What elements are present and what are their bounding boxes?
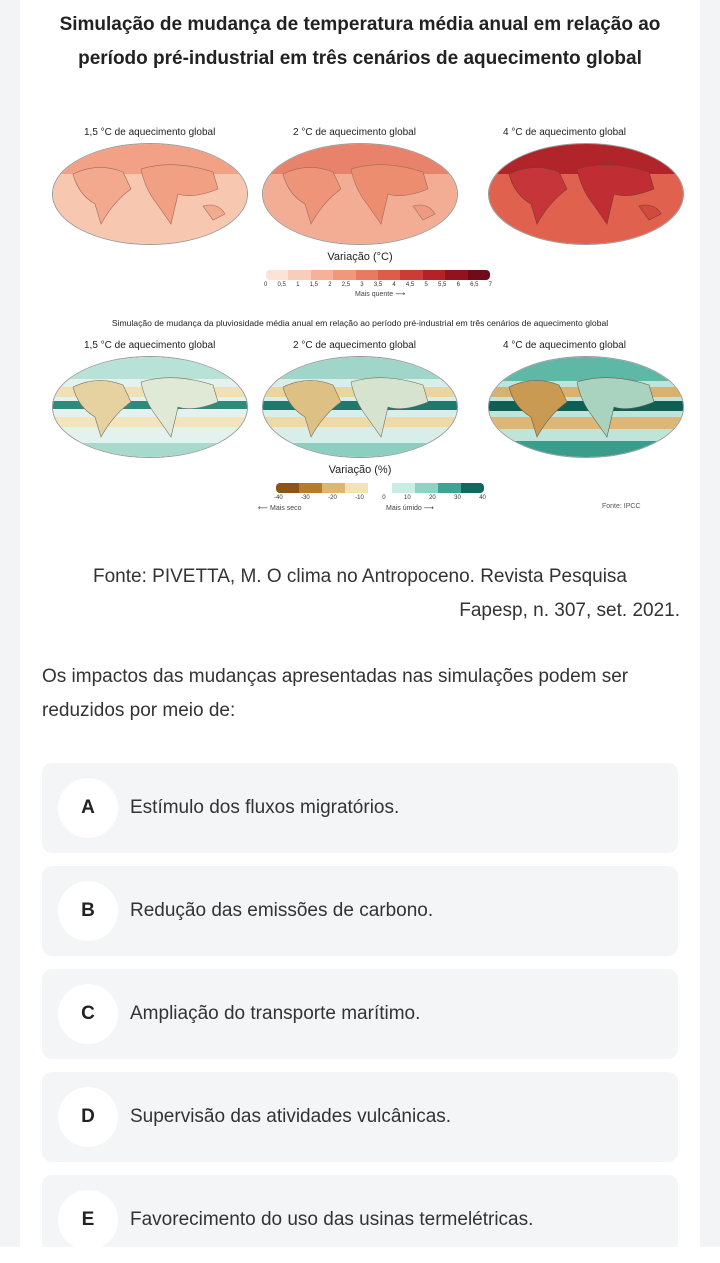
question-card	[20, 0, 700, 1247]
option-a[interactable]	[42, 763, 678, 853]
drier-note: ⟵ Mais seco	[258, 505, 302, 512]
precip-color-bar	[276, 483, 484, 493]
option-b-letter: B	[58, 881, 118, 941]
source-line-1: Fonte: PIVETTA, M. O clima no Antropoceno. Revista Pesquisa	[93, 566, 627, 587]
precip-scenario-label-3: 4 °C de aquecimento global	[503, 340, 626, 351]
option-d[interactable]	[42, 1072, 678, 1162]
climate-figure	[20, 0, 700, 535]
option-e-letter: E	[58, 1190, 118, 1247]
temp-scenario-label-3: 4 °C de aquecimento global	[503, 127, 626, 138]
option-b[interactable]	[42, 866, 678, 956]
figure-credit: Fonte: IPCC	[602, 503, 641, 510]
option-e-text: Favorecimento do uso das usinas termelétricas.	[130, 1209, 534, 1230]
temp-map-2	[262, 143, 458, 245]
option-d-text: Supervisão das atividades vulcânicas.	[130, 1106, 452, 1127]
temp-map-1	[52, 143, 248, 245]
option-c[interactable]	[42, 969, 678, 1059]
source-citation	[40, 560, 680, 628]
option-e[interactable]	[42, 1175, 678, 1247]
precip-map-2	[262, 356, 458, 458]
temp-scenario-label-2: 2 °C de aquecimento global	[293, 127, 416, 138]
temp-legend-title: Variação (°C)	[327, 251, 393, 263]
precip-ticks: -40 -30 -20 -10 0 10 20 30 40	[274, 495, 486, 501]
option-c-text: Ampliação do transporte marítimo.	[130, 1003, 421, 1024]
temp-color-bar	[266, 270, 490, 280]
option-a-text: Estímulo dos fluxos migratórios.	[130, 797, 400, 818]
option-a-letter: A	[58, 778, 118, 838]
option-b-text: Redução das emissões de carbono.	[130, 900, 434, 921]
option-c-letter: C	[58, 984, 118, 1044]
bottom-strip	[0, 1247, 720, 1263]
precip-map-3	[488, 356, 684, 458]
wetter-note: Mais úmido ⟶	[386, 505, 434, 512]
precipitation-title: Simulação de mudança da pluviosidade média anual em relação ao período pré-industrial em três cenários de aquecimento global	[111, 318, 609, 328]
temp-ticks: 0 0,5 1 1,5 2 2,5 3 3,5 4 4,5 5 5,5 6 6,5 7	[264, 282, 492, 288]
precip-scenario-label-1: 1,5 °C de aquecimento global	[84, 340, 216, 351]
option-d-letter: D	[58, 1087, 118, 1147]
source-line-2: Fapesp, n. 307, set. 2021.	[459, 600, 680, 621]
precip-legend-title: Variação (%)	[328, 464, 392, 476]
figure-title: Simulação de mudança de temperatura média anual em relação ao período pré-industrial em três cenários de aquecimento global	[59, 14, 661, 69]
precip-scenario-label-2: 2 °C de aquecimento global	[293, 340, 416, 351]
temp-map-3	[488, 143, 684, 245]
precip-map-1	[52, 356, 248, 458]
question-text: Os impactos das mudanças apresentadas nas simulações podem ser reduzidos por meio de:	[42, 666, 629, 721]
temp-scenario-label-1: 1,5 °C de aquecimento global	[84, 127, 216, 138]
warmer-note: Mais quente ⟶	[355, 291, 406, 298]
